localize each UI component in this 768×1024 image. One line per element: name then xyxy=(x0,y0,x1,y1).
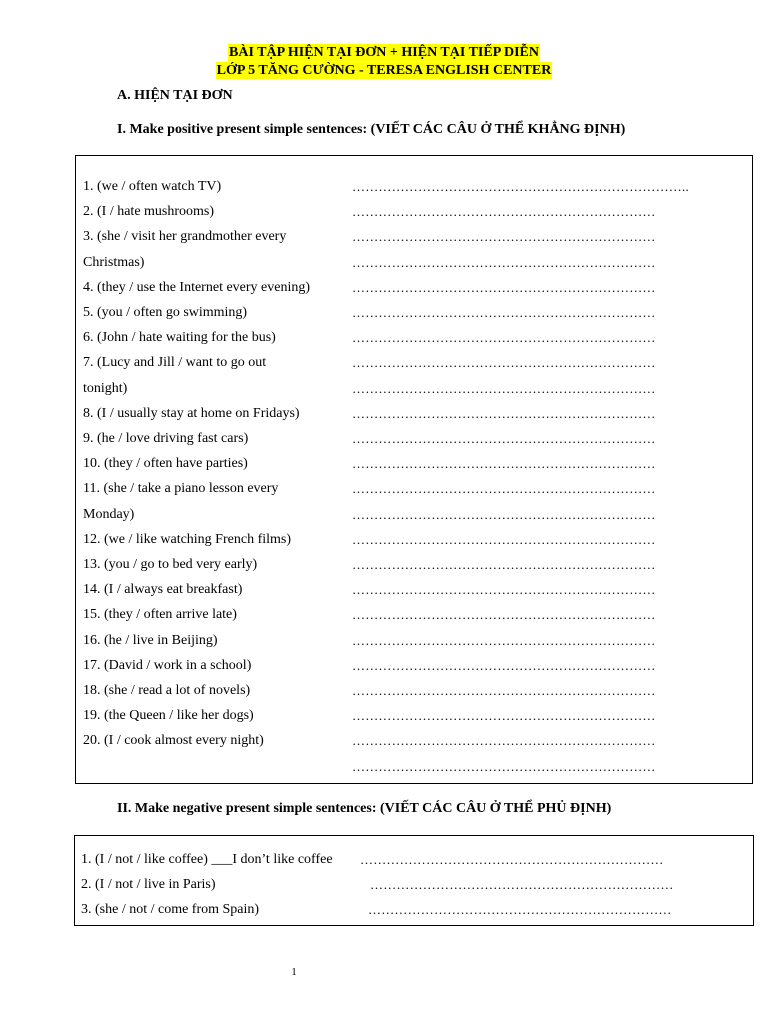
answer-line[interactable]: …………………………………………………………… xyxy=(352,279,656,295)
exercise-prompt: 1. (I / not / like coffee) ___I don’t like coffee xyxy=(81,852,333,867)
answer-line[interactable]: …………………………………………………………… xyxy=(352,607,656,623)
answer-line[interactable]: …………………………………………………………… xyxy=(352,683,656,698)
page-number: 1 xyxy=(291,966,297,978)
exercise-prompt: 7. (Lucy and Jill / want to go out xyxy=(83,355,267,371)
answer-line[interactable]: …………………………………………………………… xyxy=(352,305,656,320)
exercise-prompt: 3. (she / not / come from Spain) xyxy=(81,902,260,917)
exercise-prompt: 20. (I / cook almost every night) xyxy=(83,733,264,749)
exercise-prompt: 10. (they / often have parties) xyxy=(83,456,248,472)
exercise-prompt: 19. (the Queen / like her dogs) xyxy=(83,708,254,724)
part1-heading: I. Make positive present simple sentences: (VIẾT CÁC CÂU Ở THỂ KHẲNG ĐỊNH) xyxy=(117,122,626,137)
title-line-2: LỚP 5 TĂNG CƯỜNG - TERESA ENGLISH CENTER xyxy=(216,63,552,78)
answer-line[interactable]: …………………………………………………………… xyxy=(352,355,656,371)
exercise-prompt: 5. (you / often go swimming) xyxy=(83,305,248,320)
exercise-prompt: 2. (I / not / live in Paris) xyxy=(81,877,216,892)
answer-line[interactable]: …………………………………………………………… xyxy=(352,481,656,497)
exercise-prompt: 16. (he / live in Beijing) xyxy=(83,632,218,648)
answer-line[interactable]: …………………………………………………………… xyxy=(352,582,656,598)
answer-line[interactable]: …………………………………………………………… xyxy=(360,852,664,867)
exercise-prompt: 15. (they / often arrive late) xyxy=(83,607,237,623)
answer-line[interactable]: …………………………………………………………… xyxy=(352,456,656,472)
answer-line[interactable]: …………………………………………………………… xyxy=(352,657,656,673)
exercise-prompt: 8. (I / usually stay at home on Fridays) xyxy=(83,405,300,421)
exercise-prompt: 13. (you / go to bed very early) xyxy=(83,557,258,572)
section-a-heading: A. HIỆN TẠI ĐƠN xyxy=(117,88,233,103)
answer-line[interactable]: …………………………………………………………… xyxy=(352,204,656,220)
exercise-prompt: 14. (I / always eat breakfast) xyxy=(83,582,243,598)
part2-heading: II. Make negative present simple sentences: (VIẾT CÁC CÂU Ở THỂ PHỦ ĐỊNH) xyxy=(117,801,612,816)
exercise-prompt: Monday) xyxy=(83,506,135,522)
exercise-prompt: 4. (they / use the Internet every evening) xyxy=(83,279,311,295)
answer-line[interactable]: …………………………………………………………… xyxy=(352,254,656,270)
answer-line[interactable]: …………………………………………………………… xyxy=(352,380,656,396)
answer-line[interactable]: …………………………………………………………… xyxy=(370,877,674,892)
exercise-prompt: 3. (she / visit her grandmother every xyxy=(83,229,287,245)
answer-line[interactable]: …………………………………………………………… xyxy=(368,902,672,917)
answer-line[interactable]: …………………………………………………………… xyxy=(352,531,656,547)
exercise-prompt: 17. (David / work in a school) xyxy=(83,657,252,673)
answer-line[interactable]: ………………………………………………………………….. xyxy=(352,179,689,194)
exercise-prompt: 2. (I / hate mushrooms) xyxy=(83,204,215,220)
part1-exercise-box xyxy=(75,155,753,784)
answer-line[interactable]: …………………………………………………………… xyxy=(352,506,656,522)
exercise-prompt: tonight) xyxy=(83,380,128,396)
part2-exercise-box xyxy=(74,835,754,926)
exercise-prompt: 11. (she / take a piano lesson every xyxy=(83,481,279,497)
document-title xyxy=(0,43,768,79)
exercise-prompt: Christmas) xyxy=(83,254,145,270)
answer-line[interactable]: …………………………………………………………… xyxy=(352,733,656,749)
answer-line[interactable]: …………………………………………………………… xyxy=(352,405,656,421)
answer-line[interactable]: …………………………………………………………… xyxy=(352,632,656,648)
answer-line[interactable]: …………………………………………………………… xyxy=(352,708,656,724)
exercise-prompt: 9. (he / love driving fast cars) xyxy=(83,431,249,446)
exercise-prompt: 12. (we / like watching French films) xyxy=(83,531,292,547)
exercise-prompt: 1. (we / often watch TV) xyxy=(83,179,222,194)
title-line-1: BÀI TẬP HIỆN TẠI ĐƠN + HIỆN TẠI TIẾP DIỄN xyxy=(229,45,539,60)
exercise-prompt: 18. (she / read a lot of novels) xyxy=(83,683,251,698)
answer-line[interactable]: …………………………………………………………… xyxy=(352,431,656,446)
answer-line[interactable]: …………………………………………………………… xyxy=(352,758,656,774)
answer-line[interactable]: …………………………………………………………… xyxy=(352,330,656,346)
answer-line[interactable]: …………………………………………………………… xyxy=(352,557,656,572)
answer-line[interactable]: …………………………………………………………… xyxy=(352,229,656,245)
exercise-prompt: 6. (John / hate waiting for the bus) xyxy=(83,330,276,346)
